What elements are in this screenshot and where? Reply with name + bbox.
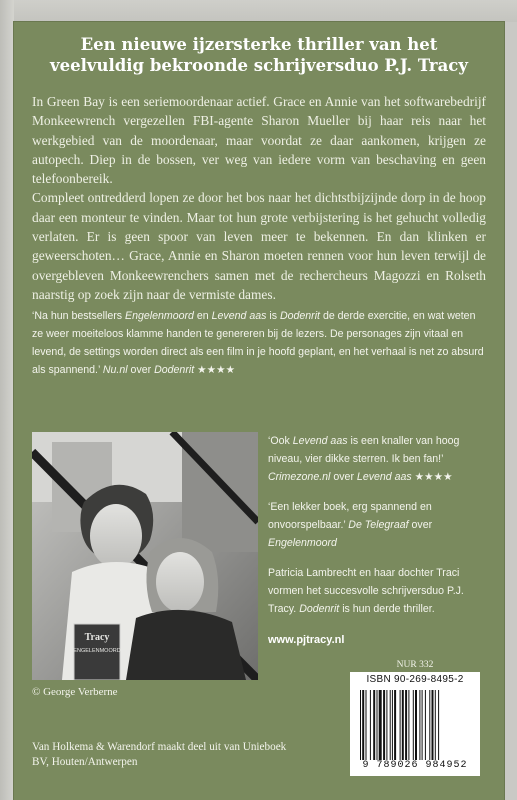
about-text: is hun derde thriller. bbox=[339, 603, 435, 615]
review-source: De Telegraaf bbox=[348, 519, 409, 531]
book-title: Dodenrit bbox=[279, 310, 320, 322]
author-photo bbox=[32, 432, 258, 680]
quote-text: ‘Een lekker boek, erg spannend en onvoorspelbaar.’ bbox=[268, 501, 432, 531]
barcode-bar bbox=[402, 690, 404, 760]
barcode-bar bbox=[432, 690, 434, 760]
rating-stars: ★★★★ bbox=[411, 471, 453, 483]
synopsis-paragraph-2: Compleet ontredderd lopen ze door het bos naar het dichtstbijzijnde dorp in de hoop daar een monteur te vinden. Maar tot hun grote verbijstering is het gehucht volledig verlaten. Er is geen spoor van leven meer te bekennen. En dan klinken er geweerschoten… Grace, Annie en Sharon moeten rennen voor hun leven terwijl de overgebleven Monkeewrenchers samen met de rechercheurs Magozzi en Rolseth naarstig op zoek zijn naar de vermiste dames. bbox=[32, 190, 486, 302]
barcode-bar bbox=[415, 690, 417, 760]
quote-text: over bbox=[408, 519, 433, 531]
synopsis bbox=[32, 92, 486, 304]
headline: Een nieuwe ijzersterke thriller van het veelvuldig bekroonde schrijversduo P.J. Tracy bbox=[50, 35, 468, 75]
book-title: Levend aas bbox=[292, 435, 348, 447]
barcode-bar bbox=[379, 690, 382, 760]
barcode-bar bbox=[390, 690, 391, 760]
barcode-bar bbox=[429, 690, 430, 760]
barcode-bar bbox=[438, 690, 439, 760]
barcode-bar bbox=[422, 690, 423, 760]
photo-credit: © George Verberne bbox=[32, 686, 118, 698]
quote-text: en bbox=[193, 310, 212, 322]
about-authors bbox=[268, 564, 488, 618]
synopsis-paragraph-1: In Green Bay is een seriemoordenaar actief. Grace en Annie van het softwarebedrijf Monkeewrench vergezellen FBI-agente Sharon Mueller bij haar reis naar het werkgebied van de moordenaar, maar voordat ze daar aankomen, krijgen ze autopech. Diep in de bossen, ver weg van iedere vorm van beschaving en geen telefoonbereik. bbox=[32, 94, 486, 187]
book-title: Engelenmoord bbox=[125, 310, 194, 322]
quote-text: over bbox=[127, 364, 155, 376]
barcode-bar bbox=[386, 690, 387, 760]
book-title: Levend aas bbox=[356, 471, 412, 483]
review-source: Crimezone.nl bbox=[268, 471, 331, 483]
quote-text: is bbox=[266, 310, 280, 322]
barcode-bar bbox=[435, 690, 436, 760]
barcode-bar bbox=[413, 690, 414, 760]
rating-stars: ★★★★ bbox=[194, 364, 236, 376]
isbn-number: ISBN 90-269-8495-2 bbox=[366, 674, 464, 685]
barcode-bar bbox=[392, 690, 393, 760]
barcode-bar bbox=[360, 690, 361, 760]
photo-book-title: ENGELENMOORD bbox=[73, 648, 121, 654]
about-text: Patricia Lambrecht en haar dochter Traci vormen het succesvolle schrijversduo P.J. Tracy. bbox=[268, 567, 464, 615]
page-left-edge bbox=[0, 0, 14, 800]
photo-book-author: Tracy bbox=[84, 632, 110, 643]
book-title: Dodenrit bbox=[154, 364, 195, 376]
barcode-bar bbox=[408, 690, 409, 760]
barcode-label bbox=[350, 658, 480, 776]
book-title: Dodenrit bbox=[299, 603, 340, 615]
barcode-bar bbox=[362, 690, 364, 760]
book-title: Levend aas bbox=[211, 310, 267, 322]
author-photo-image bbox=[32, 432, 258, 680]
website-link[interactable]: www.pjtracy.nl bbox=[268, 634, 345, 646]
review-quote-crimezone bbox=[268, 432, 488, 486]
barcode-bar bbox=[377, 690, 378, 760]
quote-text: de derde exercitie, en wat weten ze weer moeiteloos klamme handen te genereren bij de lezers. De personages zijn vitaal en levend, de settings worden direct als een film in je hoofd geplant, en het verhaal is net zo absurd als spannend.’ bbox=[32, 310, 484, 376]
barcode-bar bbox=[419, 690, 420, 760]
nur-code: NUR 332 bbox=[350, 658, 480, 672]
barcode-bar bbox=[394, 690, 396, 760]
publisher-note: Van Holkema & Warendorf maakt deel uit van Unieboek BV, Houten/Antwerpen bbox=[32, 741, 287, 768]
barcode-bar bbox=[425, 690, 426, 760]
barcode-bar bbox=[370, 690, 371, 760]
barcode-bar bbox=[373, 690, 375, 760]
quote-text: ‘Ook bbox=[268, 435, 293, 447]
review-quote-telegraaf bbox=[268, 498, 488, 552]
quote-text: ‘Na hun bestsellers bbox=[32, 310, 126, 322]
ean-number: 9 789026 984952 bbox=[362, 760, 468, 771]
book-back-cover bbox=[14, 22, 504, 800]
quote-text: over bbox=[330, 471, 357, 483]
barcode-bar bbox=[405, 690, 407, 760]
reviews-column bbox=[268, 432, 488, 630]
barcode-bar bbox=[383, 690, 385, 760]
barcode-bar bbox=[400, 690, 401, 760]
review-quote-nu bbox=[32, 307, 486, 379]
review-source: Nu.nl bbox=[102, 364, 128, 376]
barcode-graphic bbox=[358, 690, 472, 760]
quote-text: is een knaller van hoog niveau, vier dikke sterren. Ik ben fan!’ bbox=[268, 435, 460, 465]
page-top-edge bbox=[0, 0, 517, 22]
barcode-bar bbox=[366, 690, 367, 760]
book-title: Engelenmoord bbox=[268, 537, 337, 549]
